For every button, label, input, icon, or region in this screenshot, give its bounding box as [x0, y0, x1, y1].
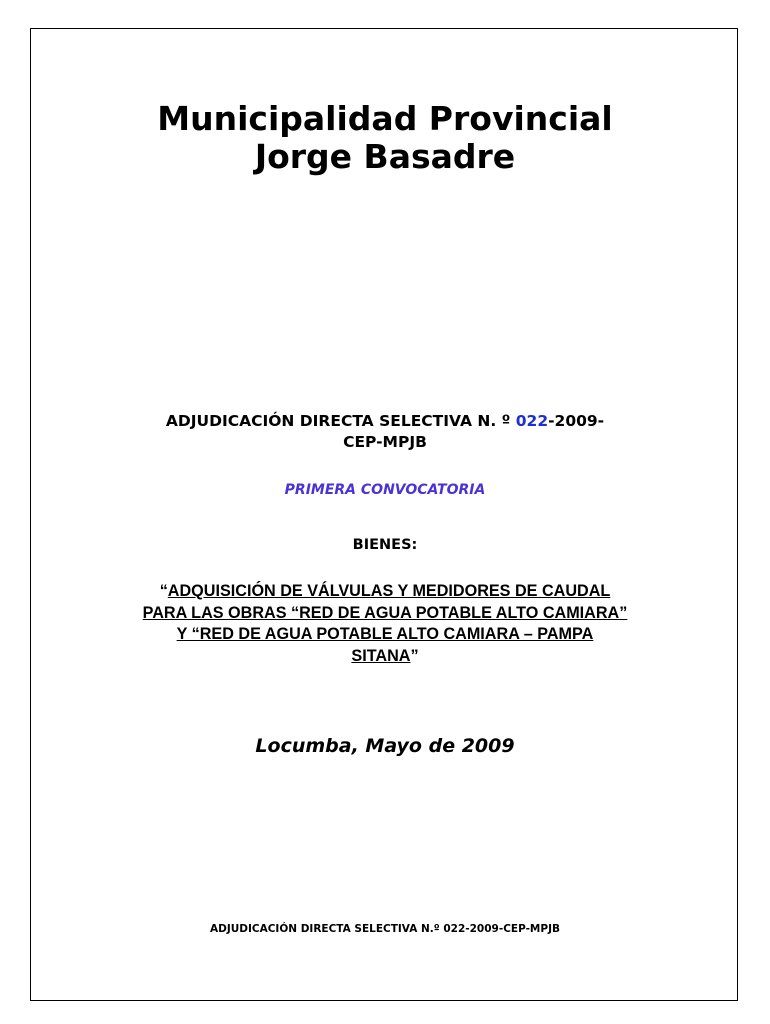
procurement-object-line-4 [90, 646, 680, 668]
procurement-object [90, 581, 680, 667]
institution-title [0, 100, 770, 176]
process-heading-line-1 [0, 411, 770, 432]
institution-title-line-1: Municipalidad Provincial [157, 99, 613, 138]
procurement-object-line-2: PARA LAS OBRAS “RED DE AGUA POTABLE ALTO CAMIARA” [142, 603, 628, 622]
close-quote: ” [410, 646, 419, 665]
page-footer: ADJUDICACIÓN DIRECTA SELECTIVA N.º 022-2009-CEP-MPJB [209, 923, 560, 935]
process-prefix: ADJUDICACIÓN DIRECTA SELECTIVA N. º [165, 412, 516, 430]
place-date: Locumba, Mayo de 2009 [255, 735, 515, 757]
procurement-object-line-1 [90, 581, 680, 603]
procurement-object-text-1: ADQUISICIÓN DE VÁLVULAS Y MEDIDORES DE CAUDAL [167, 582, 611, 600]
convocatoria-label: PRIMERA CONVOCATORIA [284, 482, 486, 498]
process-heading [0, 411, 770, 453]
open-quote: “ [159, 582, 168, 600]
bienes-label: BIENES: [352, 537, 418, 553]
process-suffix: -2009- [548, 412, 605, 430]
procurement-object-line-3: Y “RED DE AGUA POTABLE ALTO CAMIARA – PAMPA [176, 625, 594, 643]
process-heading-line-2: CEP-MPJB [343, 433, 427, 451]
procurement-object-text-4: SITANA [351, 646, 411, 665]
institution-title-line-2: Jorge Basadre [254, 137, 516, 176]
process-number: 022 [515, 412, 549, 430]
